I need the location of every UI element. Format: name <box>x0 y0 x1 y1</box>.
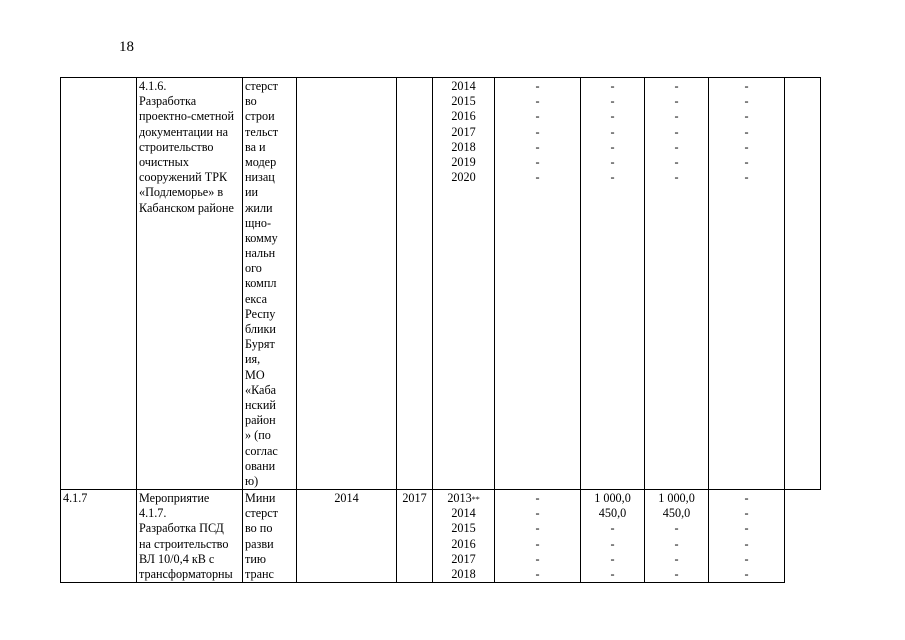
activity-number-cell <box>61 78 137 490</box>
table-row <box>61 78 821 490</box>
executor-line: низац <box>245 170 275 185</box>
funding-3-cell <box>645 78 709 490</box>
footnote-mark: ** <box>471 495 480 505</box>
funding-value-line: - <box>744 567 749 581</box>
end-year-cell <box>397 78 433 490</box>
funding-value-line: - <box>744 94 749 109</box>
executor-line: щно- <box>245 215 272 230</box>
program-table <box>60 77 821 583</box>
activity-number-cell: 4.1.7 <box>61 490 137 583</box>
executor-line: овани <box>245 458 276 473</box>
funding-value-line: - <box>674 79 679 93</box>
executor-line: тию <box>245 551 266 566</box>
executor-line: во по <box>245 521 273 536</box>
year-text: 2015 <box>451 94 476 109</box>
funding-value-line: - <box>674 139 679 154</box>
executor-cell <box>243 78 297 490</box>
funding-value-line: - <box>535 94 540 109</box>
year-value <box>435 567 492 582</box>
executor-line: стерст <box>245 506 278 521</box>
activity-title-line: на строительство <box>139 536 229 551</box>
funding-value-line: - <box>674 567 679 581</box>
executor-line: стерст <box>245 79 278 93</box>
activity-title-line: 4.1.6. <box>139 79 167 93</box>
funding-2-cell <box>581 490 645 583</box>
activity-title-line: 4.1.7. <box>139 506 167 521</box>
funding-value-line: - <box>744 536 749 551</box>
executor-line: нский <box>245 397 276 412</box>
funding-value-line: - <box>535 491 540 506</box>
activity-title-cell <box>137 490 243 583</box>
funding-value-line: - <box>535 170 540 185</box>
executor-line: соглас <box>245 443 278 458</box>
funding-4-cell <box>709 490 785 583</box>
funding-value-line: - <box>610 154 615 169</box>
funding-value-line: - <box>674 94 679 109</box>
funding-value-line: - <box>674 170 679 185</box>
year-text: 2019 <box>451 154 476 169</box>
executor-line: ва и <box>245 139 266 154</box>
year-text: 2015 <box>451 521 476 536</box>
funding-value-line: 450,0 <box>662 506 691 521</box>
activity-title-line: строительство <box>139 139 214 154</box>
executor-line: нальн <box>245 246 276 261</box>
funding-value-line: - <box>535 79 540 93</box>
funding-value-line: - <box>535 536 540 551</box>
funding-value-line: - <box>744 109 749 124</box>
funding-4-cell <box>709 78 785 490</box>
year-value <box>435 79 492 94</box>
executor-line: жили <box>245 200 273 215</box>
activity-title-line: «Подлеморье» в <box>139 185 224 200</box>
end-year-cell: 2017 <box>397 490 433 583</box>
funding-value-line: - <box>744 491 749 506</box>
activity-title-line: сооружений ТРК <box>139 170 228 185</box>
funding-value-line: - <box>535 154 540 169</box>
year-value <box>435 140 492 155</box>
funding-value-line: 1 000,0 <box>658 491 695 506</box>
year-text: 2018 <box>451 139 476 154</box>
funding-2-cell <box>581 78 645 490</box>
start-year-cell <box>297 78 397 490</box>
funding-value-line: - <box>610 79 615 93</box>
activity-title-line: Мероприятие <box>139 491 210 506</box>
funding-value-line: - <box>674 551 679 566</box>
year-text: 2016 <box>451 109 476 124</box>
page-number: 18 <box>119 39 134 55</box>
funding-value-line: - <box>610 94 615 109</box>
activity-title-cell <box>137 78 243 490</box>
funding-value-line: - <box>744 170 749 185</box>
executor-line: ого <box>245 261 262 276</box>
funding-value-line: - <box>610 124 615 139</box>
year-text: 2014 <box>451 506 476 521</box>
executor-line: район <box>245 413 276 428</box>
funding-value-line: - <box>674 521 679 536</box>
year-value <box>435 537 492 552</box>
years-cell <box>433 78 495 490</box>
funding-value-line: - <box>610 170 615 185</box>
activity-title-line: проектно-сметной <box>139 109 235 124</box>
funding-value-line: - <box>674 154 679 169</box>
year-text: 2017 <box>451 124 476 139</box>
notes-cell <box>785 78 821 490</box>
funding-value-line: - <box>535 567 540 581</box>
funding-value-line: - <box>535 124 540 139</box>
funding-value-line: - <box>610 536 615 551</box>
executor-line: модер <box>245 154 277 169</box>
activity-title-line: трансформаторны <box>139 567 233 581</box>
year-value <box>435 109 492 124</box>
funding-value-line: - <box>744 506 749 521</box>
funding-value-line: - <box>744 124 749 139</box>
year-text: 2014 <box>451 79 476 93</box>
year-value <box>435 125 492 140</box>
funding-value-line: - <box>535 551 540 566</box>
executor-line: Респу <box>245 306 276 321</box>
funding-value-line: - <box>674 124 679 139</box>
executor-line: ия, <box>245 352 261 367</box>
year-text: 2020 <box>451 170 476 185</box>
activity-title-line: ВЛ 10/0,4 кВ с <box>139 551 215 566</box>
funding-1-cell <box>495 490 581 583</box>
funding-value-line: - <box>535 109 540 124</box>
year-value <box>435 94 492 109</box>
funding-3-cell <box>645 490 709 583</box>
year-text: 2016 <box>451 536 476 551</box>
executor-cell <box>243 490 297 583</box>
year-value <box>435 521 492 536</box>
executor-line: комму <box>245 230 278 245</box>
start-year-cell: 2014 <box>297 490 397 583</box>
funding-value-line: - <box>535 521 540 536</box>
funding-value-line: - <box>610 521 615 536</box>
year-value <box>435 491 492 506</box>
funding-1-cell <box>495 78 581 490</box>
table-row <box>61 490 821 583</box>
executor-line: во <box>245 94 257 109</box>
activity-title-line: Разработка ПСД <box>139 521 224 536</box>
funding-value-line: - <box>610 567 615 581</box>
year-value <box>435 170 492 185</box>
year-value <box>435 552 492 567</box>
year-text: 2018 <box>451 567 476 581</box>
executor-line: ии <box>245 185 259 200</box>
funding-value-line: - <box>535 506 540 521</box>
funding-value-line: - <box>674 536 679 551</box>
notes-cell <box>785 490 821 583</box>
executor-line: Мини <box>245 491 276 506</box>
executor-line: Бурят <box>245 337 275 352</box>
executor-line: строи <box>245 109 275 124</box>
activity-title-line: очистных <box>139 154 189 169</box>
executor-line: тельст <box>245 124 279 139</box>
funding-value-line: - <box>744 521 749 536</box>
executor-line: компл <box>245 276 277 291</box>
funding-value-line: - <box>535 139 540 154</box>
funding-value-line: - <box>610 139 615 154</box>
executor-line: МО <box>245 367 265 382</box>
activity-title-line: документации на <box>139 124 229 139</box>
executor-line: » (по <box>245 428 271 443</box>
executor-line: екса <box>245 291 267 306</box>
funding-value-line: - <box>610 109 615 124</box>
funding-value-line: 450,0 <box>598 506 627 521</box>
activity-title-line: Кабанском районе <box>139 200 234 215</box>
funding-value-line: - <box>744 551 749 566</box>
funding-value-line: - <box>610 551 615 566</box>
executor-line: транс <box>245 567 274 581</box>
funding-value-line: 1 000,0 <box>594 491 631 506</box>
executor-line: «Каба <box>245 382 277 397</box>
executor-line: блики <box>245 322 276 336</box>
funding-value-line: - <box>674 109 679 124</box>
executor-line: разви <box>245 536 274 551</box>
year-value <box>435 155 492 170</box>
year-value <box>435 506 492 521</box>
year-text: 2017 <box>451 551 476 566</box>
activity-title-line: Разработка <box>139 94 197 109</box>
executor-line: ю) <box>245 473 259 488</box>
funding-value-line: - <box>744 154 749 169</box>
years-cell <box>433 490 495 583</box>
year-text: 2013 <box>447 491 472 506</box>
funding-value-line: - <box>744 139 749 154</box>
funding-value-line: - <box>744 79 749 93</box>
